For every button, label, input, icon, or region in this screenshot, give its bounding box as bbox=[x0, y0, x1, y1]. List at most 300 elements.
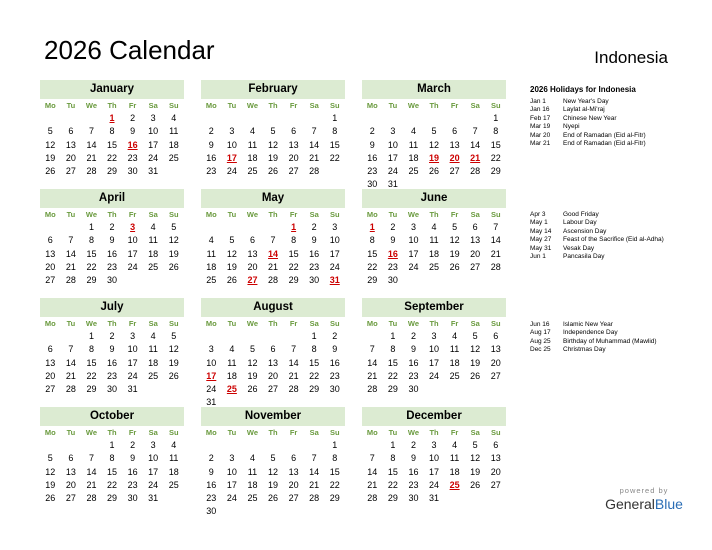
day-cell: 20 bbox=[470, 248, 481, 259]
week-row bbox=[40, 479, 184, 492]
day-cell: 20 bbox=[268, 370, 279, 381]
holiday-day-cell: 1 bbox=[109, 113, 115, 124]
day-cell: 12 bbox=[168, 344, 179, 355]
month-name: September bbox=[362, 298, 506, 317]
month-name: October bbox=[40, 407, 184, 426]
week-row bbox=[201, 343, 345, 356]
day-cell: 21 bbox=[309, 479, 320, 490]
weekday-label: Fr bbox=[289, 428, 298, 437]
day-cell: 23 bbox=[107, 261, 118, 272]
day-cell: 18 bbox=[148, 248, 159, 259]
weekday-label: Su bbox=[329, 319, 340, 328]
day-cell: 15 bbox=[107, 139, 118, 150]
day-cell: 13 bbox=[45, 248, 56, 259]
day-cell: 28 bbox=[367, 492, 378, 503]
day-cell: 21 bbox=[309, 152, 320, 163]
day-cell: 25 bbox=[148, 261, 159, 272]
day-cell: 26 bbox=[470, 479, 481, 490]
week-row bbox=[362, 152, 506, 165]
day-cell: 23 bbox=[127, 479, 138, 490]
day-cell: 18 bbox=[429, 248, 440, 259]
week-row bbox=[362, 383, 506, 396]
day-cell: 5 bbox=[47, 126, 53, 137]
day-cell: 4 bbox=[150, 331, 156, 342]
day-cell: 24 bbox=[408, 261, 419, 272]
day-cell: 24 bbox=[329, 261, 340, 272]
day-cell: 12 bbox=[470, 453, 481, 464]
day-cell: 5 bbox=[452, 222, 458, 233]
day-cell: 27 bbox=[470, 261, 481, 272]
weekday-label: Fr bbox=[450, 319, 459, 328]
day-cell: 23 bbox=[206, 165, 217, 176]
week-row bbox=[201, 152, 345, 165]
day-cell: 23 bbox=[408, 479, 419, 490]
day-cell: 19 bbox=[470, 357, 481, 368]
day-cell: 6 bbox=[493, 440, 499, 451]
weekday-label: Mo bbox=[366, 101, 378, 110]
weekday-header bbox=[40, 317, 184, 330]
day-cell: 26 bbox=[449, 261, 460, 272]
day-cell: 10 bbox=[226, 466, 237, 477]
day-cell: 9 bbox=[311, 235, 317, 246]
day-cell: 7 bbox=[68, 344, 74, 355]
day-cell: 2 bbox=[109, 222, 115, 233]
day-cell: 7 bbox=[88, 126, 94, 137]
day-cell: 7 bbox=[88, 453, 94, 464]
month-september bbox=[362, 298, 506, 396]
day-cell: 9 bbox=[208, 139, 214, 150]
month-december bbox=[362, 407, 506, 505]
week-row bbox=[201, 466, 345, 479]
weekday-header bbox=[362, 317, 506, 330]
month-name: April bbox=[40, 189, 184, 208]
weekday-label: Th bbox=[107, 428, 117, 437]
day-cell: 12 bbox=[45, 466, 56, 477]
day-cell: 8 bbox=[88, 344, 94, 355]
day-cell: 4 bbox=[229, 344, 235, 355]
holiday-entry bbox=[530, 338, 657, 346]
weekday-label: Su bbox=[168, 319, 179, 328]
day-cell: 26 bbox=[45, 492, 56, 503]
weekday-label: Su bbox=[490, 210, 501, 219]
day-cell: 22 bbox=[367, 261, 378, 272]
week-row bbox=[201, 261, 345, 274]
day-cell: 2 bbox=[410, 331, 416, 342]
holiday-entry bbox=[530, 253, 664, 261]
day-cell: 3 bbox=[332, 222, 338, 233]
day-cell: 7 bbox=[68, 235, 74, 246]
empty-day-cell bbox=[222, 330, 243, 343]
empty-day-cell bbox=[444, 383, 465, 396]
month-name: July bbox=[40, 298, 184, 317]
day-cell: 5 bbox=[472, 440, 478, 451]
empty-day-cell bbox=[362, 439, 383, 452]
weekday-label: We bbox=[246, 210, 258, 219]
day-cell: 7 bbox=[311, 126, 317, 137]
week-row bbox=[362, 492, 506, 505]
holiday-day-cell: 16 bbox=[387, 248, 398, 259]
day-cell: 14 bbox=[65, 357, 76, 368]
day-cell: 2 bbox=[208, 126, 214, 137]
day-cell: 18 bbox=[408, 152, 419, 163]
day-cell: 4 bbox=[431, 222, 437, 233]
day-cell: 16 bbox=[127, 466, 138, 477]
day-cell: 22 bbox=[309, 370, 320, 381]
day-cell: 7 bbox=[369, 344, 375, 355]
holiday-date: Aug 17 bbox=[530, 329, 551, 337]
day-cell: 14 bbox=[309, 466, 320, 477]
weekday-label: Tu bbox=[66, 101, 76, 110]
weekday-label: Sa bbox=[309, 101, 319, 110]
day-cell: 9 bbox=[130, 126, 136, 137]
week-row bbox=[201, 439, 345, 452]
day-cell: 24 bbox=[127, 261, 138, 272]
weekday-label: Tu bbox=[388, 428, 398, 437]
week-row bbox=[40, 492, 184, 505]
day-cell: 17 bbox=[329, 248, 340, 259]
day-cell: 7 bbox=[291, 344, 297, 355]
day-cell: 31 bbox=[127, 383, 138, 394]
month-name: August bbox=[201, 298, 345, 317]
day-cell: 17 bbox=[148, 139, 159, 150]
day-cell: 1 bbox=[390, 440, 396, 451]
day-cell: 17 bbox=[429, 357, 440, 368]
weekday-label: Su bbox=[168, 101, 179, 110]
holiday-entry bbox=[530, 140, 646, 148]
holiday-entry bbox=[530, 123, 646, 131]
holiday-date: Aug 25 bbox=[530, 337, 551, 345]
day-cell: 1 bbox=[311, 331, 317, 342]
day-cell: 1 bbox=[493, 113, 499, 124]
day-cell: 11 bbox=[169, 126, 179, 137]
day-cell: 28 bbox=[86, 492, 97, 503]
weekday-header bbox=[201, 317, 345, 330]
day-cell: 21 bbox=[65, 370, 76, 381]
day-cell: 29 bbox=[387, 383, 398, 394]
day-cell: 11 bbox=[148, 344, 158, 355]
holiday-day-cell: 25 bbox=[449, 479, 460, 490]
empty-day-cell bbox=[163, 492, 184, 505]
day-cell: 28 bbox=[65, 274, 76, 285]
day-cell: 13 bbox=[288, 139, 299, 150]
day-cell: 13 bbox=[65, 466, 76, 477]
weekday-label: Sa bbox=[470, 428, 480, 437]
day-cell: 9 bbox=[410, 344, 416, 355]
day-cell: 6 bbox=[68, 453, 74, 464]
empty-day-cell bbox=[444, 112, 465, 125]
weekday-label: Th bbox=[107, 319, 117, 328]
brand-name-blue: Blue bbox=[654, 496, 683, 512]
day-cell: 18 bbox=[449, 357, 460, 368]
day-cell: 13 bbox=[268, 357, 279, 368]
day-cell: 12 bbox=[168, 235, 179, 246]
month-name: June bbox=[362, 189, 506, 208]
weekday-label: We bbox=[407, 101, 419, 110]
day-cell: 11 bbox=[408, 139, 419, 150]
weekday-label: Su bbox=[329, 210, 340, 219]
day-cell: 26 bbox=[268, 165, 279, 176]
week-row bbox=[362, 221, 506, 234]
weekday-label: We bbox=[246, 428, 258, 437]
holiday-name: New Year's Day bbox=[563, 98, 609, 105]
day-cell: 15 bbox=[387, 466, 398, 477]
empty-day-cell bbox=[465, 274, 486, 287]
empty-day-cell bbox=[324, 505, 345, 518]
day-cell: 13 bbox=[490, 344, 501, 355]
day-cell: 23 bbox=[309, 261, 320, 272]
day-cell: 22 bbox=[86, 261, 97, 272]
holiday-entry bbox=[530, 211, 664, 219]
day-cell: 3 bbox=[150, 440, 156, 451]
holiday-day-cell: 21 bbox=[470, 152, 481, 163]
day-cell: 10 bbox=[127, 344, 138, 355]
day-cell: 2 bbox=[109, 331, 115, 342]
day-cell: 22 bbox=[288, 261, 299, 272]
month-february bbox=[201, 80, 345, 178]
empty-day-cell bbox=[143, 383, 164, 396]
day-cell: 9 bbox=[208, 466, 214, 477]
weekday-label: Mo bbox=[366, 428, 378, 437]
day-cell: 10 bbox=[148, 453, 159, 464]
day-cell: 24 bbox=[226, 165, 237, 176]
holiday-date: Mar 19 bbox=[530, 123, 551, 131]
day-cell: 12 bbox=[226, 248, 237, 259]
day-cell: 4 bbox=[208, 235, 214, 246]
day-cell: 1 bbox=[109, 440, 115, 451]
day-cell: 14 bbox=[470, 139, 481, 150]
day-cell: 12 bbox=[45, 139, 56, 150]
day-cell: 5 bbox=[472, 331, 478, 342]
day-cell: 8 bbox=[390, 344, 396, 355]
day-cell: 5 bbox=[249, 344, 255, 355]
day-cell: 24 bbox=[127, 370, 138, 381]
month-march bbox=[362, 80, 506, 191]
empty-day-cell bbox=[40, 112, 61, 125]
week-row bbox=[201, 479, 345, 492]
empty-day-cell bbox=[283, 330, 304, 343]
weekday-label: Su bbox=[329, 428, 340, 437]
empty-day-cell bbox=[263, 112, 284, 125]
day-cell: 29 bbox=[329, 492, 340, 503]
weekday-label: Mo bbox=[205, 210, 217, 219]
empty-day-cell bbox=[222, 505, 243, 518]
day-cell: 20 bbox=[45, 261, 56, 272]
holiday-date: Jan 1 bbox=[530, 98, 546, 105]
day-cell: 3 bbox=[208, 344, 214, 355]
month-july bbox=[40, 298, 184, 396]
weekday-label: Su bbox=[490, 428, 501, 437]
day-cell: 29 bbox=[367, 274, 378, 285]
day-cell: 25 bbox=[148, 370, 159, 381]
empty-day-cell bbox=[485, 383, 506, 396]
day-cell: 20 bbox=[65, 479, 76, 490]
empty-day-cell bbox=[163, 383, 184, 396]
day-cell: 9 bbox=[130, 453, 136, 464]
empty-day-cell bbox=[201, 439, 222, 452]
week-row bbox=[362, 274, 506, 287]
day-cell: 11 bbox=[169, 453, 179, 464]
day-cell: 25 bbox=[449, 370, 460, 381]
holiday-date: May 31 bbox=[530, 244, 552, 252]
empty-day-cell bbox=[81, 439, 102, 452]
month-october bbox=[40, 407, 184, 505]
day-cell: 6 bbox=[249, 235, 255, 246]
holidays-title: 2026 Holidays for Indonesia bbox=[530, 85, 636, 94]
week-row bbox=[40, 357, 184, 370]
day-cell: 22 bbox=[387, 370, 398, 381]
week-row bbox=[40, 234, 184, 247]
weekday-label: Sa bbox=[470, 101, 480, 110]
holiday-entry bbox=[530, 132, 646, 140]
empty-day-cell bbox=[465, 492, 486, 505]
empty-day-cell bbox=[304, 505, 325, 518]
week-row bbox=[362, 112, 506, 125]
day-cell: 4 bbox=[150, 222, 156, 233]
day-cell: 8 bbox=[390, 453, 396, 464]
empty-day-cell bbox=[283, 505, 304, 518]
day-cell: 14 bbox=[288, 357, 299, 368]
weekday-label: Mo bbox=[205, 319, 217, 328]
day-cell: 11 bbox=[227, 357, 237, 368]
weekday-label: Sa bbox=[470, 319, 480, 328]
day-cell: 13 bbox=[247, 248, 258, 259]
day-cell: 6 bbox=[68, 126, 74, 137]
day-cell: 13 bbox=[490, 453, 501, 464]
weekday-label: Tu bbox=[388, 210, 398, 219]
weekday-label: Th bbox=[107, 210, 117, 219]
day-cell: 8 bbox=[109, 126, 115, 137]
day-cell: 20 bbox=[288, 479, 299, 490]
day-cell: 19 bbox=[168, 357, 179, 368]
day-cell: 30 bbox=[107, 274, 118, 285]
day-cell: 21 bbox=[490, 248, 501, 259]
day-cell: 17 bbox=[127, 357, 138, 368]
day-cell: 30 bbox=[206, 506, 217, 517]
day-cell: 14 bbox=[367, 357, 378, 368]
weekday-label: Tu bbox=[66, 428, 76, 437]
day-cell: 4 bbox=[410, 126, 416, 137]
day-cell: 10 bbox=[429, 344, 440, 355]
weekday-header bbox=[40, 426, 184, 439]
empty-day-cell bbox=[163, 165, 184, 178]
weekday-label: Mo bbox=[44, 428, 56, 437]
day-cell: 14 bbox=[86, 466, 97, 477]
day-cell: 7 bbox=[311, 453, 317, 464]
week-row bbox=[362, 370, 506, 383]
week-row bbox=[362, 248, 506, 261]
day-cell: 27 bbox=[65, 492, 76, 503]
holiday-entry bbox=[530, 98, 646, 106]
day-cell: 8 bbox=[291, 235, 297, 246]
day-cell: 23 bbox=[408, 370, 419, 381]
weekday-label: Fr bbox=[289, 101, 298, 110]
day-cell: 25 bbox=[247, 165, 258, 176]
empty-day-cell bbox=[362, 112, 383, 125]
brand-logo[interactable] bbox=[588, 486, 700, 513]
month-name: December bbox=[362, 407, 506, 426]
country-label: Indonesia bbox=[594, 48, 668, 67]
week-row bbox=[201, 221, 345, 234]
weekday-label: Su bbox=[168, 210, 179, 219]
weekday-label: Fr bbox=[450, 101, 459, 110]
empty-day-cell bbox=[242, 505, 263, 518]
empty-day-cell bbox=[283, 439, 304, 452]
empty-day-cell bbox=[242, 221, 263, 234]
day-cell: 6 bbox=[47, 344, 53, 355]
week-row bbox=[362, 165, 506, 178]
holiday-day-cell: 31 bbox=[329, 274, 340, 285]
month-august bbox=[201, 298, 345, 409]
empty-day-cell bbox=[424, 274, 445, 287]
month-name: November bbox=[201, 407, 345, 426]
day-cell: 29 bbox=[86, 383, 97, 394]
day-cell: 5 bbox=[270, 126, 276, 137]
day-cell: 6 bbox=[493, 331, 499, 342]
holiday-date: Jan 16 bbox=[530, 106, 550, 114]
day-cell: 16 bbox=[408, 357, 419, 368]
weekday-label: We bbox=[85, 101, 97, 110]
day-cell: 12 bbox=[268, 466, 279, 477]
day-cell: 26 bbox=[168, 370, 179, 381]
day-cell: 15 bbox=[86, 357, 97, 368]
day-cell: 23 bbox=[329, 370, 340, 381]
weekday-label: We bbox=[85, 210, 97, 219]
empty-day-cell bbox=[242, 330, 263, 343]
day-cell: 6 bbox=[472, 222, 478, 233]
holiday-group bbox=[530, 211, 664, 261]
day-cell: 11 bbox=[148, 235, 158, 246]
week-row bbox=[40, 343, 184, 356]
weekday-label: Sa bbox=[309, 428, 319, 437]
week-row bbox=[40, 330, 184, 343]
empty-day-cell bbox=[61, 221, 82, 234]
day-cell: 16 bbox=[367, 152, 378, 163]
month-name: January bbox=[40, 80, 184, 99]
holiday-date: Apr 3 bbox=[530, 211, 546, 218]
week-row bbox=[201, 452, 345, 465]
day-cell: 15 bbox=[490, 139, 501, 150]
weekday-header bbox=[40, 99, 184, 112]
day-cell: 30 bbox=[127, 165, 138, 176]
day-cell: 12 bbox=[429, 139, 440, 150]
holiday-date: Jun 1 bbox=[530, 253, 546, 261]
empty-day-cell bbox=[465, 112, 486, 125]
day-cell: 10 bbox=[329, 235, 340, 246]
day-cell: 27 bbox=[288, 492, 299, 503]
day-cell: 8 bbox=[311, 344, 317, 355]
week-row bbox=[40, 466, 184, 479]
empty-day-cell bbox=[61, 112, 82, 125]
day-cell: 3 bbox=[431, 331, 437, 342]
day-cell: 17 bbox=[429, 466, 440, 477]
month-may bbox=[201, 189, 345, 287]
day-cell: 28 bbox=[309, 165, 320, 176]
day-cell: 12 bbox=[247, 357, 258, 368]
day-cell: 31 bbox=[387, 179, 398, 190]
holiday-date: Mar 21 bbox=[530, 140, 551, 148]
day-cell: 30 bbox=[367, 179, 378, 190]
weekday-label: Sa bbox=[148, 319, 158, 328]
empty-day-cell bbox=[40, 330, 61, 343]
day-cell: 16 bbox=[408, 466, 419, 477]
week-row bbox=[40, 452, 184, 465]
day-cell: 7 bbox=[493, 222, 499, 233]
holiday-entry bbox=[530, 329, 657, 337]
holiday-day-cell: 27 bbox=[247, 274, 258, 285]
day-cell: 16 bbox=[309, 248, 320, 259]
holiday-date: May 27 bbox=[530, 236, 552, 244]
week-row bbox=[40, 248, 184, 261]
